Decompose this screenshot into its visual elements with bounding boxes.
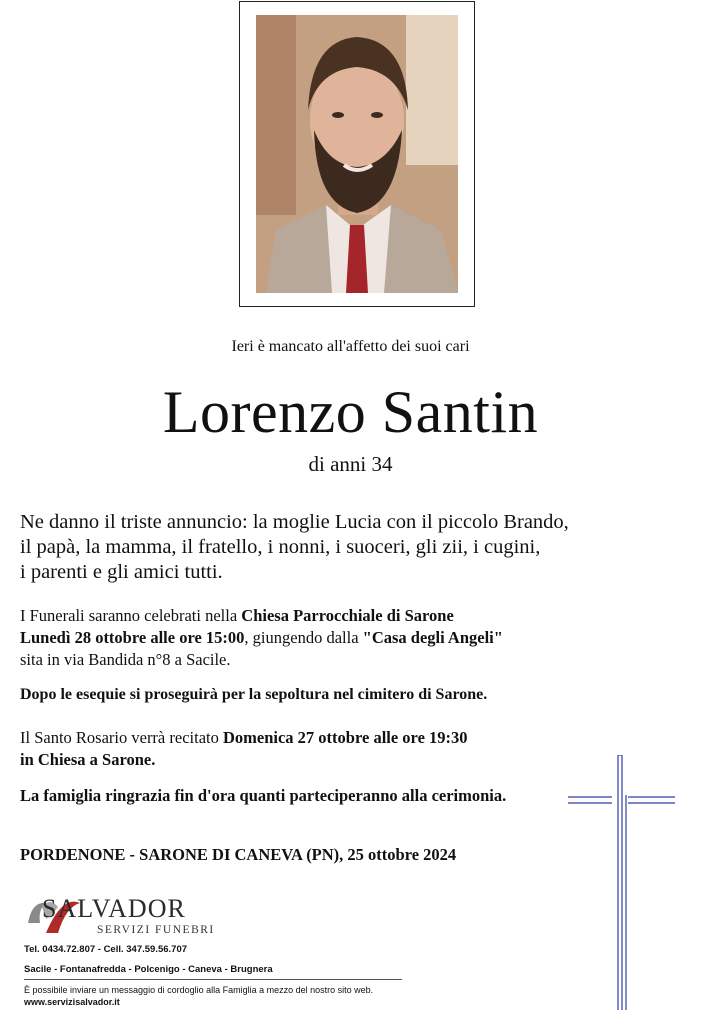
portrait-photo	[256, 15, 458, 293]
agency-phone: Tel. 0434.72.807 - Cell. 347.59.56.707	[24, 944, 188, 955]
agency-towns: Sacile - Fontanafredda - Polcenigo - Caneva - Brugnera	[24, 964, 273, 975]
deceased-name: Lorenzo Santin	[162, 379, 539, 445]
photo-frame	[239, 1, 475, 307]
agency-website[interactable]: www.servizisalvador.it	[24, 997, 120, 1007]
rosary-text: Il Santo Rosario verrà recitato	[20, 728, 223, 747]
portrait-illustration	[256, 15, 458, 293]
rosary-datetime: Domenica 27 ottobre alle ore 19:30	[222, 728, 468, 747]
deceased-age: di anni 34	[308, 452, 393, 476]
funeral-address: sita in via Bandida n°8 a Sacile.	[20, 650, 231, 669]
departure-place: "Casa degli Angeli"	[362, 628, 503, 647]
church-name: Chiesa Parrocchiale di Sarone	[241, 606, 454, 625]
funeral-text: I Funerali saranno celebrati nella	[20, 606, 242, 625]
announcement-line: Ne danno il triste annuncio: la moglie Lucia con il piccolo Brando,	[20, 511, 569, 533]
agency-subtitle: SERVIZI FUNEBRI	[97, 924, 215, 936]
intro-text: Ieri è mancato all'affetto dei suoi cari	[231, 338, 470, 355]
thanks-note: La famiglia ringrazia fin d'ora quanti parteciperanno alla cerimonia.	[20, 786, 507, 805]
cross-icon	[560, 755, 680, 1015]
rosary-place: in Chiesa a Sarone.	[20, 750, 156, 769]
announcement	[20, 510, 680, 585]
funeral-datetime: Lunedì 28 ottobre alle ore 15:00	[20, 628, 245, 647]
announcement-line: i parenti e gli amici tutti.	[20, 561, 223, 583]
funeral-details	[20, 605, 680, 671]
agency-name: SALVADOR	[42, 894, 186, 923]
burial-note: Dopo le esequie si proseguirà per la sepoltura nel cimitero di Sarone.	[20, 686, 488, 703]
divider	[24, 979, 402, 980]
place-date: PORDENONE - SARONE DI CANEVA (PN), 25 ottobre 2024	[20, 845, 457, 864]
announcement-line: il papà, la mamma, il fratello, i nonni, i suoceri, gli zii, i cugini,	[20, 536, 541, 558]
condolence-note: È possibile inviare un messaggio di cordoglio alla Famiglia a mezzo del nostro sito web.	[24, 985, 374, 995]
funeral-text: , giungendo dalla	[244, 628, 363, 647]
